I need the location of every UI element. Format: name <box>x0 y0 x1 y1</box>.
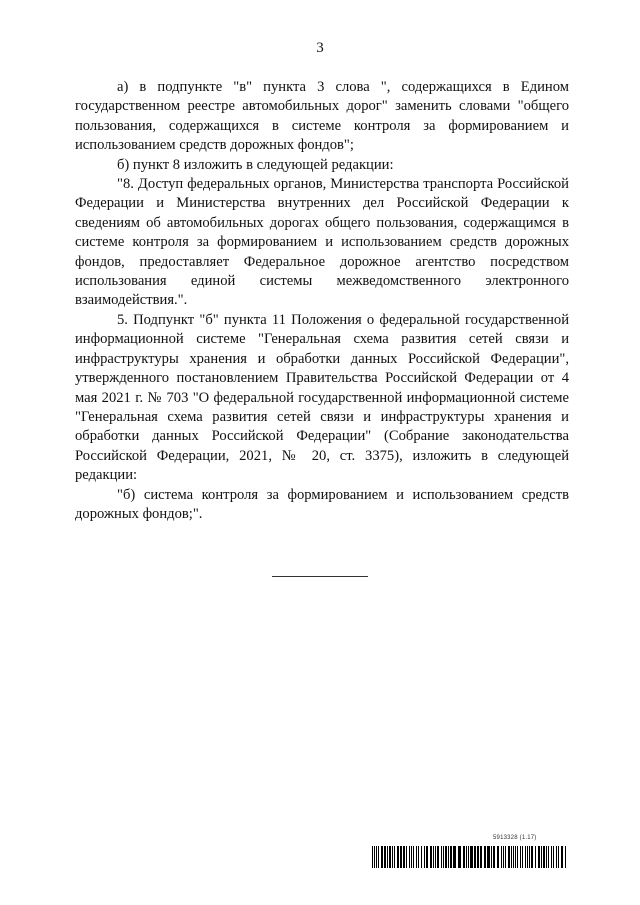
paragraph-point-5: 5. Подпункт "б" пункта 11 Положения о федеральной государственной информационной системе "Генеральная схема развития сетей связи и инфраструктуры хранения и обработки данных Российской Федерации", утвержденного постановлением Правительства Российской Федерации от 4 мая 2021 г. № 703 "О федеральной государственной информационной системе "Генеральная схема развития сетей связи и инфраструктуры хранения и обработки данных Российской Федерации" (Собрание законодательства Российской Федерации, 2021, № 20, ст. 3375), изложить в следующей редакции: <box>75 311 569 484</box>
page-number: 3 <box>316 40 324 56</box>
end-of-text-divider <box>272 576 368 577</box>
barcode-image <box>372 846 566 868</box>
paragraph-subpoint-b: б) пункт 8 изложить в следующей редакции: <box>117 156 394 173</box>
paragraph-subpoint-b-new-text: "б) система контроля за формированием и использованием средств дорожных фондов;". <box>75 486 569 522</box>
paragraph-subpoint-a: а) в подпункте "в" пункта 3 слова ", содержащихся в Едином государственном реестре автомобильных дорог" заменить словами "общего пользования, содержащихся в системе контроля за формированием и использованием средств дорожных фондов"; <box>75 79 569 154</box>
paragraph-point-8-text: "8. Доступ федеральных органов, Министерства транспорта Российской Федерации и Министерства внутренних дел Российской Федерации к сведениям об автомобильных дорогах общего пользования, содержащимся в системе контроля за формированием и использованием средств дорожных фондов, предоставляет Федеральное дорожное агентство посредством использования единой системы межведомственного электронного взаимодействия.". <box>75 176 569 309</box>
document-code: 5913328 (1.17) <box>493 835 537 841</box>
document-body <box>75 78 569 524</box>
